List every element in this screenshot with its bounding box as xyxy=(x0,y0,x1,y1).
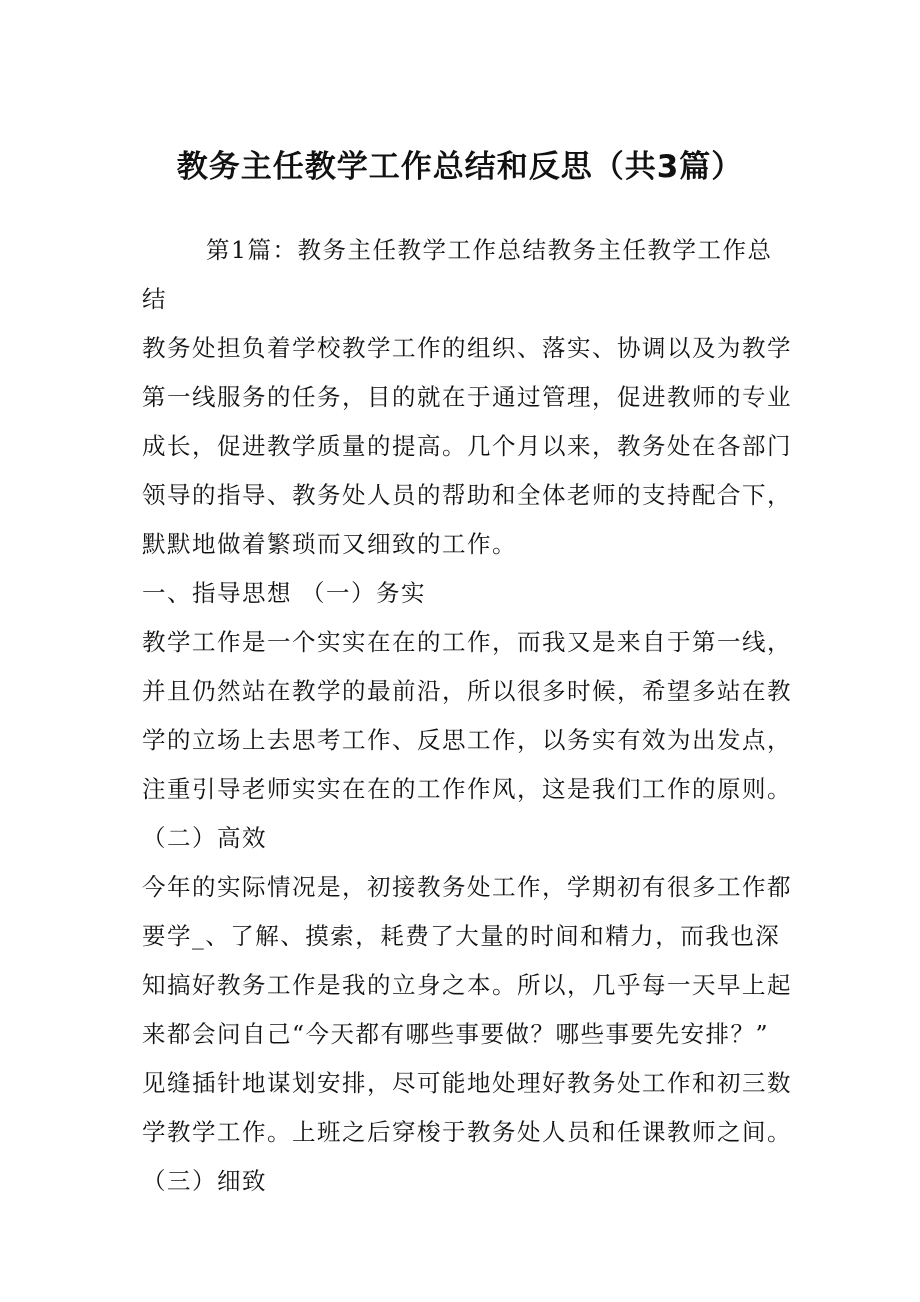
text-line: 学教学工作。上班之后穿梭于教务处人员和任课教师之间。 xyxy=(142,1118,792,1146)
text-line: 今年的实际情况是，初接教务处工作，学期初有很多工作都 xyxy=(142,873,792,901)
text-line: 第1篇：教务主任教学工作总结教务主任教学工作总 xyxy=(206,236,773,264)
text-line: 知搞好教务工作是我的立身之本。所以，几乎每一天早上起 xyxy=(142,971,792,999)
text-line: 成长，促进教学质量的提高。几个月以来，教务处在各部门 xyxy=(142,432,792,460)
text-line: 见缝插针地谋划安排，尽可能地处理好教务处工作和初三数 xyxy=(142,1069,792,1097)
text-line: 学的立场上去思考工作、反思工作，以务实有效为出发点， xyxy=(142,726,792,754)
text-line: 注重引导老师实实在在的工作作风，这是我们工作的原则。 xyxy=(142,775,792,803)
text-line: 结 xyxy=(142,285,167,313)
text-line: 默默地做着繁琐而又细致的工作。 xyxy=(142,530,517,558)
text-line: 第一线服务的任务，目的就在于通过管理，促进教师的专业 xyxy=(142,383,792,411)
text-line: 教学工作是一个实实在在的工作，而我又是来自于第一线， xyxy=(142,628,792,656)
text-line: 来都会问自己“今天都有哪些事要做？哪些事要先安排？” xyxy=(142,1020,770,1048)
text-line: 要学_、了解、摸索，耗费了大量的时间和精力，而我也深 xyxy=(142,922,781,950)
section-heading: 一、指导思想 （一）务实 xyxy=(142,579,426,607)
document-body xyxy=(142,226,808,1206)
document-title: 教务主任教学工作总结和反思（共3篇） xyxy=(176,149,744,185)
section-heading: （二）高效 xyxy=(142,824,267,852)
text-line: 教务处担负着学校教学工作的组织、落实、协调以及为教学 xyxy=(142,334,792,362)
text-line: 领导的指导、教务处人员的帮助和全体老师的支持配合下， xyxy=(142,481,792,509)
text-line: 并且仍然站在教学的最前沿，所以很多时候，希望多站在教 xyxy=(142,677,792,705)
section-heading: （三）细致 xyxy=(142,1167,267,1195)
